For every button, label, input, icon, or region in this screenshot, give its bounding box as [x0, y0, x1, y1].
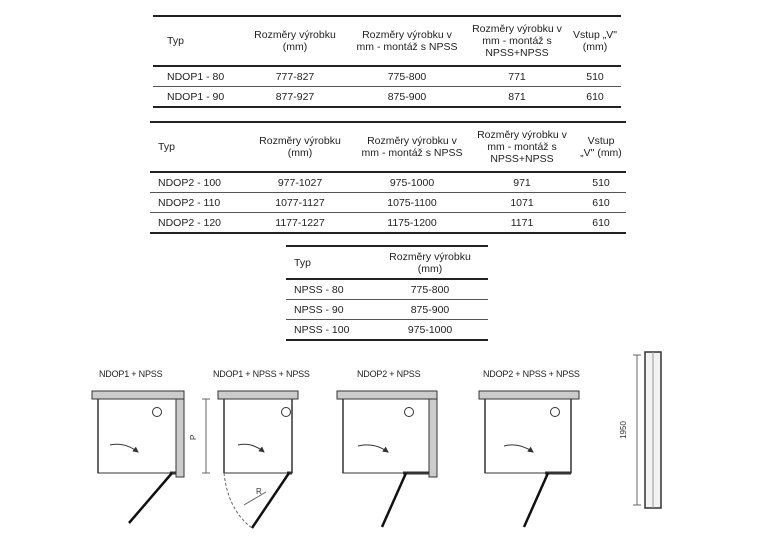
cell-value: 875-900 — [372, 300, 488, 320]
dimension-p-label: P — [189, 434, 198, 440]
cell-value: 510 — [569, 66, 621, 87]
cell-value: 771 — [465, 66, 569, 87]
cell-value: 775-800 — [349, 66, 465, 87]
cell-value: 510 — [576, 172, 626, 193]
cell-typ: NDOP2 - 120 — [150, 213, 244, 234]
cell-value: 1075-1100 — [356, 193, 468, 213]
dimension-r-label: R — [256, 487, 262, 496]
diagram-title-ndop2-npss-npss: NDOP2 + NPSS + NPSS — [483, 369, 580, 379]
header-vstup: Vstup „V" (mm) — [573, 29, 617, 53]
header-vstup: Vstup „V" (mm) — [580, 135, 622, 159]
cell-value: 877-927 — [241, 87, 349, 108]
cell-value: 971 — [468, 172, 576, 193]
header-rozmery: Rozměry výrobku (mm) — [259, 135, 341, 159]
diagram-title-ndop1-npss: NDOP1 + NPSS — [99, 369, 163, 379]
cell-value: 610 — [576, 193, 626, 213]
drain-icon — [153, 408, 162, 417]
drain-icon — [405, 408, 414, 417]
cell-value: 1171 — [468, 213, 576, 234]
header-typ: Typ — [158, 141, 175, 153]
cell-value: 977-1027 — [244, 172, 356, 193]
cell-typ: NPSS - 80 — [286, 279, 372, 300]
cell-typ: NDOP1 - 90 — [153, 87, 241, 108]
header-npss: Rozměry výrobku v mm - montáž s NPSS — [361, 135, 463, 159]
cell-value: 1177-1227 — [244, 213, 356, 234]
cell-value: 610 — [569, 87, 621, 108]
panel-elevation — [633, 352, 661, 508]
cell-typ: NDOP2 - 100 — [150, 172, 244, 193]
header-typ: Typ — [167, 35, 184, 47]
header-rozmery: Rozměry výrobku (mm) — [389, 250, 471, 275]
cell-value: 875-900 — [349, 87, 465, 108]
cell-value: 1077-1127 — [244, 193, 356, 213]
cell-value: 975-1000 — [372, 320, 488, 341]
cell-value: 1071 — [468, 193, 576, 213]
drain-icon — [282, 408, 291, 417]
header-rozmery: Rozměry výrobku (mm) — [254, 29, 336, 53]
diagram-ndop1-npss-npss — [202, 391, 298, 528]
cell-typ: NDOP1 - 80 — [153, 66, 241, 87]
diagram-ndop1-npss — [92, 391, 184, 523]
header-typ: Typ — [294, 256, 311, 269]
cell-value: 1175-1200 — [356, 213, 468, 234]
diagram-ndop2-npss — [337, 391, 437, 527]
diagram-title-ndop2-npss: NDOP2 + NPSS — [357, 369, 421, 379]
drain-icon — [551, 408, 560, 417]
cell-typ: NPSS - 90 — [286, 300, 372, 320]
cell-value: 871 — [465, 87, 569, 108]
cell-value: 975-1000 — [356, 172, 468, 193]
header-npss-npss: Rozměry výrobku v mm - montáž s NPSS+NPSS — [477, 129, 567, 165]
height-dimension-label: 1950 — [619, 421, 628, 439]
cell-value: 775-800 — [372, 279, 488, 300]
cell-value: 610 — [576, 213, 626, 234]
header-npss-npss: Rozměry výrobku v mm - montáž s NPSS+NPSS — [472, 23, 562, 59]
cell-value: 777-827 — [241, 66, 349, 87]
diagram-title-ndop1-npss-npss: NDOP1 + NPSS + NPSS — [213, 369, 310, 379]
header-npss: Rozměry výrobku v mm - montáž s NPSS — [356, 29, 458, 53]
cell-typ: NPSS - 100 — [286, 320, 372, 341]
cell-typ: NDOP2 - 110 — [150, 193, 244, 213]
diagram-ndop2-npss-npss — [479, 391, 579, 527]
